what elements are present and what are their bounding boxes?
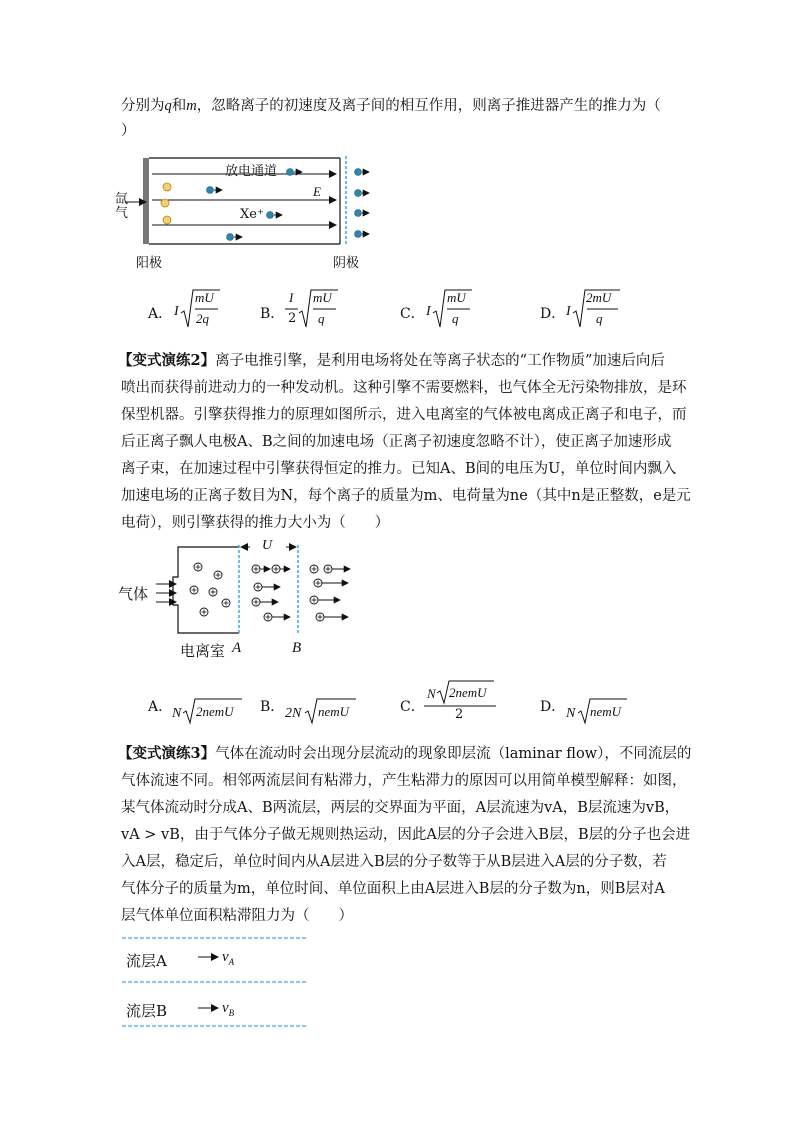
- gas-label: 氙: [115, 192, 129, 207]
- cathode-label: 阴极: [333, 256, 360, 271]
- anode-label: 阳极: [136, 256, 163, 271]
- q1-option-d-num: 2mU: [586, 290, 612, 305]
- q2-option-c-letter: C．: [400, 699, 425, 715]
- q1-option-c-coef: I: [426, 304, 431, 319]
- ion: [207, 169, 294, 241]
- q2-tag: 【变式演练2】: [118, 352, 216, 369]
- q1-option-c-num: mU: [447, 290, 466, 305]
- ionization-chamber: [173, 547, 239, 633]
- q1-option-b-coef-den: 2: [288, 311, 297, 326]
- q2-option-d-rad: nemU: [590, 704, 622, 719]
- q1-option-a-num: mU: [195, 290, 214, 305]
- q1-option-b-den: q: [318, 311, 325, 326]
- electrode-a-label: A: [232, 640, 242, 656]
- q2-option-a-rad: 2nemU: [196, 704, 234, 719]
- q2-option-b-rad: nemU: [318, 704, 350, 719]
- ion-label: Xe⁺: [240, 207, 264, 222]
- electrode-b-label: B: [292, 640, 302, 656]
- q1-option-b-num: mU: [313, 290, 332, 305]
- q1-stem-line2: ）: [121, 123, 136, 139]
- q1-option-d-coef: I: [566, 304, 571, 319]
- q1-option-a-coef: I: [174, 304, 179, 319]
- q2-option-c-den: 2: [455, 707, 464, 722]
- q2-stem-line: 离子束，在加速过程中引擎获得恒定的推力。已知A、B间的电压为U，单位时间内飘入: [121, 461, 677, 477]
- q1-option-c-den: q: [452, 311, 459, 326]
- q1-option-b-coef-num: I: [289, 290, 294, 305]
- gas-label: 气: [115, 206, 129, 221]
- q1-option-d-letter: D．: [540, 306, 566, 322]
- xenon-atom: [163, 183, 171, 191]
- q1-option-d-den: q: [596, 311, 603, 326]
- q2-stem-line: 喷出而获得前进动力的一种发动机。这种引擎不需要燃料，也气体全无污染物排放，是环: [121, 380, 687, 396]
- q3-stem-line: 入A层，稳定后，单位时间内从A层进入B层的分子数等于从B层进入A层的分子数，若: [121, 854, 667, 870]
- q2-stem-line: 电荷），则引擎获得的推力大小为（ ）: [121, 515, 390, 531]
- q1-option-a-den: 2q: [196, 311, 209, 326]
- q1-option-b-letter: B．: [260, 306, 285, 322]
- q2-stem-line: 加速电场的正离子数目为N，每个离子的质量为m、电荷量为ne（其中n是正整数，e是元: [121, 488, 691, 504]
- field-label: E: [313, 184, 321, 199]
- q2-option-a-letter: A．: [148, 699, 173, 715]
- accelerating-ion: [252, 565, 280, 621]
- q2-option-b-letter: B．: [260, 699, 285, 715]
- q2-stem-line: 后正离子飘人电极A、B之间的加速电场（正离子初速度忽略不计），使正离子加速形成: [121, 434, 672, 450]
- q2-option-a-coef: N: [172, 706, 182, 721]
- velocity-a-label: $v_A$: [222, 949, 235, 967]
- layer-a-label: 流层A: [126, 952, 167, 970]
- q3-stem-line: 气体流速不同。相邻两流层间有粘滞力，产生粘滞力的原因可以用简单模型解释：如图，: [121, 773, 687, 789]
- chamber-label: 电离室: [180, 642, 226, 660]
- q3-stem-line: 某气体流动时分成A、B两流层，两层的交界面为平面，A层流速为vA，B层流速为vB，: [121, 800, 680, 816]
- voltage-label: U: [262, 538, 273, 553]
- anode-plate: [143, 158, 149, 244]
- positive-ion: [190, 563, 230, 616]
- q2-option-b-coef: 2N: [285, 706, 302, 721]
- q1-option-a-letter: A．: [148, 306, 173, 322]
- exhaust-ion: [355, 169, 362, 238]
- gas-label: 气体: [118, 585, 149, 603]
- q2-stem-line1: 【变式演练2】离子电推引擎，是利用电场将处在等离子状态的“工作物质”加速后向后: [118, 352, 665, 369]
- q3-stem-line: vA > vB，由于气体分子做无规则热运动，因此A层的分子会进入B层，B层的分子也会进: [121, 827, 691, 843]
- xenon-atom: [163, 216, 171, 224]
- velocity-b-label: $v_B$: [222, 1000, 235, 1018]
- q3-stem-line1: 【变式演练3】气体在流动时会出现分层流动的现象即层流（laminar flow），不同流层的: [118, 745, 692, 762]
- xenon-atom: [161, 199, 169, 207]
- q3-stem-line: 气体分子的质量为m，单位时间、单位面积上由A层进入B层的分子数为n，则B层对A: [121, 881, 665, 897]
- q2-engine-figure: [118, 537, 368, 662]
- q2-option-d-coef: N: [566, 706, 576, 721]
- q3-tag: 【变式演练3】: [118, 745, 216, 762]
- q2-option-d-letter: D．: [540, 699, 566, 715]
- q2-option-c-rad: 2nemU: [449, 685, 487, 700]
- q1-stem-line1: 分别为q和m，忽略离子的初速度及离子间的相互作用，则离子推进器产生的推力为（: [121, 98, 661, 114]
- q3-stem-line: 层气体单位面积粘滞阻力为（ ）: [121, 908, 353, 924]
- q2-stem-line: 保型机器。引擎获得推力的原理如图所示，进入电离室的气体被电离成正离子和电子，而: [121, 407, 687, 423]
- q2-option-c-coef: N: [427, 686, 436, 701]
- exhaust-ion: [310, 565, 332, 621]
- layer-b-label: 流层B: [126, 1002, 168, 1020]
- channel-label: 放电通道: [225, 164, 278, 179]
- q1-option-c-letter: C．: [400, 306, 425, 322]
